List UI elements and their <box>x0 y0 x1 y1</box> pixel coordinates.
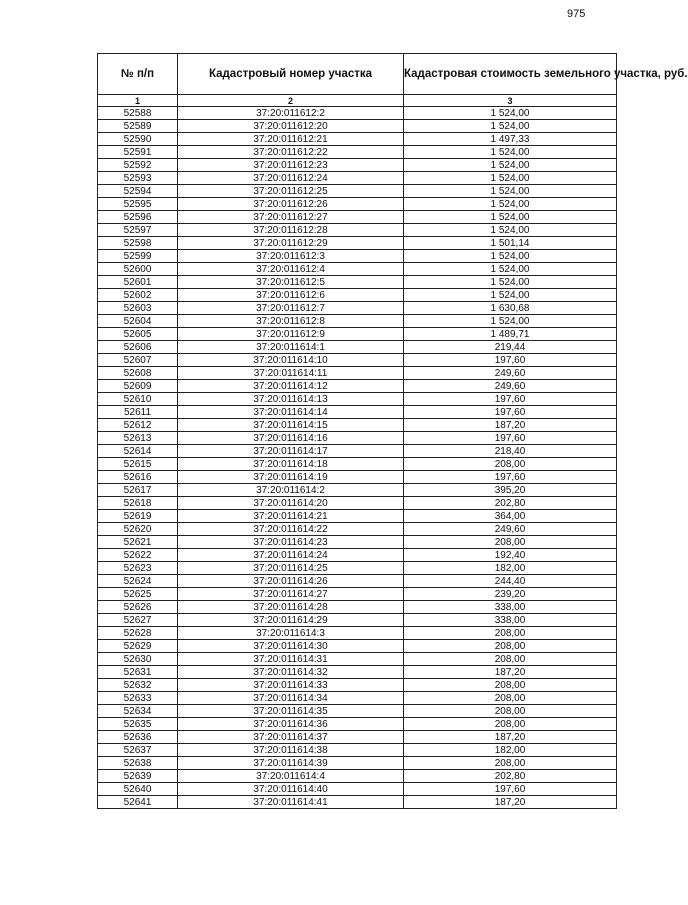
cell-cadastral-value: 208,00 <box>404 640 617 653</box>
cell-cadastral-number: 37:20:011612:29 <box>178 237 404 250</box>
cell-cadastral-value: 208,00 <box>404 536 617 549</box>
cell-cadastral-value: 208,00 <box>404 458 617 471</box>
table-row <box>98 575 617 588</box>
cell-row-number: 52598 <box>98 237 178 250</box>
table-row <box>98 289 617 302</box>
cell-row-number: 52589 <box>98 120 178 133</box>
cell-row-number: 52604 <box>98 315 178 328</box>
cell-cadastral-number: 37:20:011614:19 <box>178 471 404 484</box>
cell-row-number: 52639 <box>98 770 178 783</box>
table-row <box>98 692 617 705</box>
cell-row-number: 52596 <box>98 211 178 224</box>
cell-cadastral-number: 37:20:011614:35 <box>178 705 404 718</box>
column-number-2: 2 <box>178 95 404 107</box>
table-row <box>98 172 617 185</box>
cell-row-number: 52612 <box>98 419 178 432</box>
cell-cadastral-number: 37:20:011612:22 <box>178 146 404 159</box>
table-row <box>98 250 617 263</box>
cell-cadastral-number: 37:20:011614:41 <box>178 796 404 809</box>
cell-cadastral-value: 208,00 <box>404 692 617 705</box>
page-number: 975 <box>567 8 586 20</box>
column-number-1: 1 <box>98 95 178 107</box>
cell-cadastral-value: 197,60 <box>404 354 617 367</box>
cell-row-number: 52595 <box>98 198 178 211</box>
cell-cadastral-number: 37:20:011614:1 <box>178 341 404 354</box>
cell-cadastral-value: 1 524,00 <box>404 224 617 237</box>
cell-cadastral-number: 37:20:011612:2 <box>178 107 404 120</box>
cell-cadastral-value: 192,40 <box>404 549 617 562</box>
cell-row-number: 52625 <box>98 588 178 601</box>
cell-cadastral-number: 37:20:011612:28 <box>178 224 404 237</box>
cell-cadastral-number: 37:20:011614:32 <box>178 666 404 679</box>
table-row <box>98 757 617 770</box>
table-row <box>98 380 617 393</box>
cell-cadastral-value: 208,00 <box>404 705 617 718</box>
cell-cadastral-value: 239,20 <box>404 588 617 601</box>
table-row <box>98 211 617 224</box>
cell-cadastral-value: 395,20 <box>404 484 617 497</box>
cell-cadastral-value: 364,00 <box>404 510 617 523</box>
table-row <box>98 523 617 536</box>
cell-row-number: 52636 <box>98 731 178 744</box>
table-row <box>98 419 617 432</box>
table-row <box>98 718 617 731</box>
cell-cadastral-number: 37:20:011614:23 <box>178 536 404 549</box>
cell-cadastral-value: 202,80 <box>404 770 617 783</box>
cell-cadastral-number: 37:20:011614:17 <box>178 445 404 458</box>
table-row <box>98 458 617 471</box>
cell-row-number: 52631 <box>98 666 178 679</box>
cell-row-number: 52590 <box>98 133 178 146</box>
table-row <box>98 406 617 419</box>
cell-cadastral-value: 249,60 <box>404 367 617 380</box>
table-row <box>98 393 617 406</box>
cell-cadastral-number: 37:20:011614:39 <box>178 757 404 770</box>
cell-cadastral-number: 37:20:011614:33 <box>178 679 404 692</box>
cell-cadastral-value: 208,00 <box>404 627 617 640</box>
cell-cadastral-number: 37:20:011612:6 <box>178 289 404 302</box>
cell-cadastral-number: 37:20:011614:36 <box>178 718 404 731</box>
cell-cadastral-number: 37:20:011612:21 <box>178 133 404 146</box>
cell-cadastral-number: 37:20:011612:4 <box>178 263 404 276</box>
cell-row-number: 52620 <box>98 523 178 536</box>
table-row <box>98 107 617 120</box>
cell-cadastral-value: 208,00 <box>404 757 617 770</box>
cell-cadastral-value: 208,00 <box>404 718 617 731</box>
cell-cadastral-number: 37:20:011612:20 <box>178 120 404 133</box>
cell-cadastral-value: 244,40 <box>404 575 617 588</box>
cell-cadastral-number: 37:20:011614:3 <box>178 627 404 640</box>
table-row <box>98 614 617 627</box>
cell-cadastral-value: 1 524,00 <box>404 120 617 133</box>
cell-row-number: 52591 <box>98 146 178 159</box>
table-row <box>98 185 617 198</box>
table-row <box>98 588 617 601</box>
table-row <box>98 627 617 640</box>
table-row <box>98 497 617 510</box>
cell-cadastral-number: 37:20:011614:28 <box>178 601 404 614</box>
cell-cadastral-value: 197,60 <box>404 406 617 419</box>
cell-cadastral-number: 37:20:011612:24 <box>178 172 404 185</box>
cell-cadastral-number: 37:20:011612:8 <box>178 315 404 328</box>
cell-row-number: 52609 <box>98 380 178 393</box>
cell-cadastral-value: 249,60 <box>404 523 617 536</box>
table-row <box>98 133 617 146</box>
table-row <box>98 549 617 562</box>
cell-row-number: 52616 <box>98 471 178 484</box>
table-row <box>98 666 617 679</box>
cell-row-number: 52623 <box>98 562 178 575</box>
table-row <box>98 705 617 718</box>
cell-cadastral-value: 202,80 <box>404 497 617 510</box>
cell-row-number: 52618 <box>98 497 178 510</box>
cell-cadastral-value: 1 630,68 <box>404 302 617 315</box>
table-row <box>98 484 617 497</box>
cell-row-number: 52628 <box>98 627 178 640</box>
cell-cadastral-number: 37:20:011612:27 <box>178 211 404 224</box>
table-row <box>98 237 617 250</box>
cell-row-number: 52621 <box>98 536 178 549</box>
table-row <box>98 783 617 796</box>
cell-cadastral-value: 1 524,00 <box>404 250 617 263</box>
cell-cadastral-number: 37:20:011614:26 <box>178 575 404 588</box>
cell-row-number: 52615 <box>98 458 178 471</box>
cell-row-number: 52599 <box>98 250 178 263</box>
cell-row-number: 52614 <box>98 445 178 458</box>
cell-cadastral-value: 208,00 <box>404 653 617 666</box>
cell-row-number: 52617 <box>98 484 178 497</box>
cell-cadastral-value: 1 524,00 <box>404 198 617 211</box>
cell-row-number: 52626 <box>98 601 178 614</box>
cell-cadastral-value: 197,60 <box>404 432 617 445</box>
cell-row-number: 52602 <box>98 289 178 302</box>
table-row <box>98 263 617 276</box>
cell-cadastral-number: 37:20:011614:2 <box>178 484 404 497</box>
cell-cadastral-number: 37:20:011612:5 <box>178 276 404 289</box>
cell-row-number: 52600 <box>98 263 178 276</box>
cell-row-number: 52637 <box>98 744 178 757</box>
cell-row-number: 52640 <box>98 783 178 796</box>
cell-cadastral-number: 37:20:011614:37 <box>178 731 404 744</box>
cell-cadastral-value: 1 501,14 <box>404 237 617 250</box>
cell-row-number: 52619 <box>98 510 178 523</box>
cell-cadastral-number: 37:20:011614:31 <box>178 653 404 666</box>
table-row <box>98 562 617 575</box>
cell-cadastral-value: 1 524,00 <box>404 172 617 185</box>
table-row <box>98 146 617 159</box>
table-row <box>98 796 617 809</box>
cell-cadastral-value: 1 489,71 <box>404 328 617 341</box>
table-row <box>98 224 617 237</box>
cell-cadastral-value: 187,20 <box>404 731 617 744</box>
cell-cadastral-number: 37:20:011612:25 <box>178 185 404 198</box>
table-row <box>98 315 617 328</box>
table-row <box>98 354 617 367</box>
cell-cadastral-value: 1 524,00 <box>404 185 617 198</box>
cell-row-number: 52632 <box>98 679 178 692</box>
cell-cadastral-number: 37:20:011614:30 <box>178 640 404 653</box>
cell-cadastral-number: 37:20:011612:3 <box>178 250 404 263</box>
cell-cadastral-number: 37:20:011614:4 <box>178 770 404 783</box>
cell-row-number: 52635 <box>98 718 178 731</box>
header-row-number: № п/п <box>98 54 178 95</box>
cell-row-number: 52605 <box>98 328 178 341</box>
cell-cadastral-number: 37:20:011614:27 <box>178 588 404 601</box>
table-body <box>98 107 617 809</box>
cell-row-number: 52613 <box>98 432 178 445</box>
table-row <box>98 367 617 380</box>
cell-cadastral-value: 219,44 <box>404 341 617 354</box>
table-row <box>98 198 617 211</box>
cell-cadastral-value: 1 524,00 <box>404 315 617 328</box>
cell-cadastral-value: 197,60 <box>404 471 617 484</box>
cell-cadastral-number: 37:20:011614:15 <box>178 419 404 432</box>
column-number-3: 3 <box>404 95 617 107</box>
table-row <box>98 120 617 133</box>
cell-cadastral-value: 197,60 <box>404 783 617 796</box>
cell-cadastral-number: 37:20:011614:21 <box>178 510 404 523</box>
cell-row-number: 52603 <box>98 302 178 315</box>
table-row <box>98 432 617 445</box>
cell-cadastral-number: 37:20:011614:11 <box>178 367 404 380</box>
table-row <box>98 640 617 653</box>
cell-cadastral-value: 218,40 <box>404 445 617 458</box>
cell-cadastral-number: 37:20:011614:13 <box>178 393 404 406</box>
header-cadastral-number: Кадастровый номер участка <box>178 54 404 95</box>
table-row <box>98 276 617 289</box>
cell-cadastral-number: 37:20:011614:16 <box>178 432 404 445</box>
table-row <box>98 653 617 666</box>
cell-cadastral-number: 37:20:011614:25 <box>178 562 404 575</box>
table-row <box>98 601 617 614</box>
cell-cadastral-number: 37:20:011612:7 <box>178 302 404 315</box>
cell-row-number: 52594 <box>98 185 178 198</box>
cell-row-number: 52622 <box>98 549 178 562</box>
cell-row-number: 52588 <box>98 107 178 120</box>
cell-row-number: 52593 <box>98 172 178 185</box>
cell-row-number: 52634 <box>98 705 178 718</box>
table-row <box>98 328 617 341</box>
cell-cadastral-value: 187,20 <box>404 796 617 809</box>
cell-row-number: 52608 <box>98 367 178 380</box>
cell-cadastral-value: 187,20 <box>404 419 617 432</box>
cell-cadastral-number: 37:20:011614:24 <box>178 549 404 562</box>
cell-cadastral-value: 338,00 <box>404 614 617 627</box>
cell-cadastral-number: 37:20:011614:29 <box>178 614 404 627</box>
cell-cadastral-number: 37:20:011612:26 <box>178 198 404 211</box>
cell-row-number: 52610 <box>98 393 178 406</box>
cell-cadastral-number: 37:20:011614:22 <box>178 523 404 536</box>
table-row <box>98 302 617 315</box>
cell-row-number: 52607 <box>98 354 178 367</box>
cell-cadastral-number: 37:20:011614:38 <box>178 744 404 757</box>
table-row <box>98 341 617 354</box>
cell-cadastral-value: 1 524,00 <box>404 263 617 276</box>
cell-cadastral-value: 187,20 <box>404 666 617 679</box>
header-cadastral-value: Кадастровая стоимость земельного участка, руб. <box>404 54 617 95</box>
table-row <box>98 159 617 172</box>
cell-row-number: 52601 <box>98 276 178 289</box>
table-row <box>98 536 617 549</box>
cell-cadastral-number: 37:20:011612:9 <box>178 328 404 341</box>
cell-cadastral-value: 1 524,00 <box>404 211 617 224</box>
table-row <box>98 471 617 484</box>
cell-cadastral-number: 37:20:011614:12 <box>178 380 404 393</box>
table-row <box>98 679 617 692</box>
cell-row-number: 52597 <box>98 224 178 237</box>
cell-row-number: 52627 <box>98 614 178 627</box>
cell-row-number: 52629 <box>98 640 178 653</box>
cell-row-number: 52592 <box>98 159 178 172</box>
cell-cadastral-number: 37:20:011614:10 <box>178 354 404 367</box>
cell-row-number: 52641 <box>98 796 178 809</box>
cell-cadastral-number: 37:20:011614:40 <box>178 783 404 796</box>
cell-cadastral-value: 208,00 <box>404 679 617 692</box>
cell-row-number: 52624 <box>98 575 178 588</box>
cell-cadastral-number: 37:20:011612:23 <box>178 159 404 172</box>
table-row <box>98 744 617 757</box>
cell-cadastral-number: 37:20:011614:34 <box>178 692 404 705</box>
cell-row-number: 52638 <box>98 757 178 770</box>
cell-cadastral-value: 1 497,33 <box>404 133 617 146</box>
table-row <box>98 731 617 744</box>
cell-cadastral-value: 1 524,00 <box>404 289 617 302</box>
cell-row-number: 52630 <box>98 653 178 666</box>
cell-cadastral-value: 182,00 <box>404 562 617 575</box>
cell-cadastral-number: 37:20:011614:14 <box>178 406 404 419</box>
cell-cadastral-value: 1 524,00 <box>404 276 617 289</box>
cell-cadastral-value: 1 524,00 <box>404 107 617 120</box>
cell-cadastral-number: 37:20:011614:20 <box>178 497 404 510</box>
table-row <box>98 445 617 458</box>
cell-cadastral-value: 197,60 <box>404 393 617 406</box>
cell-cadastral-value: 1 524,00 <box>404 146 617 159</box>
cell-cadastral-value: 1 524,00 <box>404 159 617 172</box>
cell-row-number: 52606 <box>98 341 178 354</box>
cell-row-number: 52611 <box>98 406 178 419</box>
cell-cadastral-value: 338,00 <box>404 601 617 614</box>
cell-cadastral-number: 37:20:011614:18 <box>178 458 404 471</box>
cell-row-number: 52633 <box>98 692 178 705</box>
table-row <box>98 510 617 523</box>
cadastral-value-table <box>97 53 688 809</box>
table-row <box>98 770 617 783</box>
cell-cadastral-value: 249,60 <box>404 380 617 393</box>
cell-cadastral-value: 182,00 <box>404 744 617 757</box>
